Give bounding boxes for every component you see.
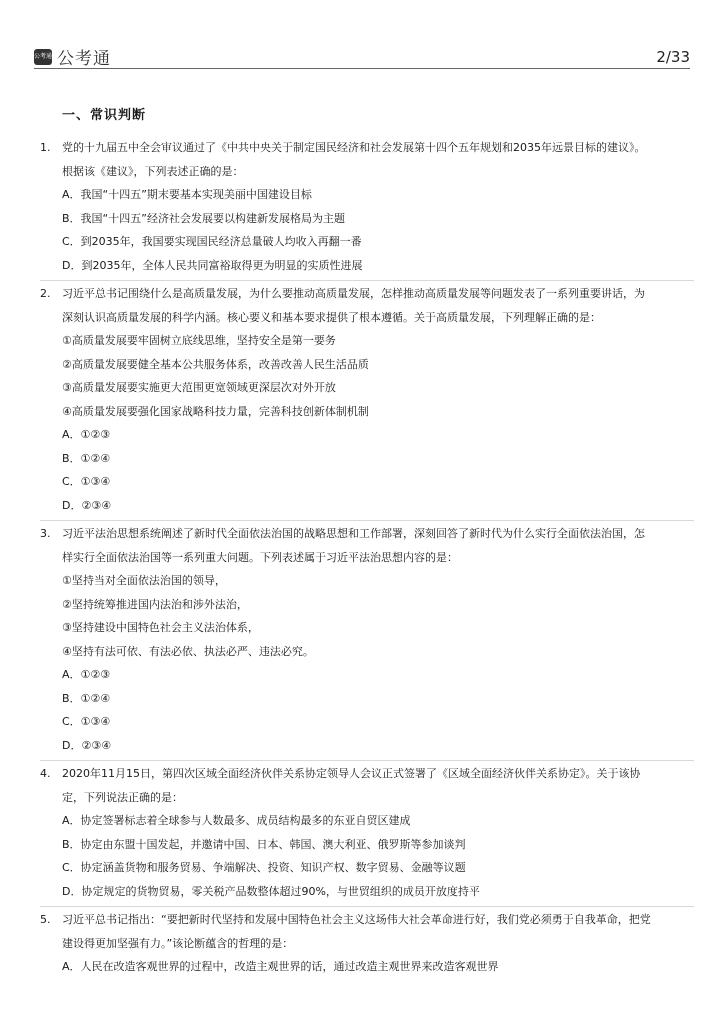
statement-item: ②坚持统筹推进国内法治和涉外法治， bbox=[62, 597, 248, 611]
section-title: 一、常识判断 bbox=[62, 108, 147, 123]
question-number: 3. bbox=[40, 527, 51, 540]
statement-item: ①高质量发展要牢固树立底线思维，坚持安全是第一要务 bbox=[62, 334, 336, 347]
question-text-line: 习近平法治思想系统阐述了新时代全面依法治国的战略思想和工作部署，深刻回答了新时代为什么实行全面依法治国，怎 bbox=[62, 527, 645, 540]
answer-option-b: B．①②④ bbox=[62, 691, 111, 705]
question-number: 4. bbox=[40, 767, 51, 780]
question-text-line: 2020年11月15日，第四次区域全面经济伙伴关系协定领导人会议正式签署了《区域全面经济伙伴关系协定》。关于该协 bbox=[62, 767, 641, 780]
statement-item: ③坚持建设中国特色社会主义法治体系， bbox=[62, 621, 259, 634]
answer-option-d: D．②③④ bbox=[62, 498, 112, 512]
answer-option-c: C．协定涵盖货物和服务贸易、争端解决、投资、知识产权、数字贸易、金融等议题 bbox=[62, 861, 466, 874]
question-5 bbox=[40, 908, 694, 979]
answer-option-c: C．①③④ bbox=[62, 475, 111, 488]
answer-option-b: B．协定由东盟十国发起，并邀请中国、日本、韩国、澳大利亚、俄罗斯等参加谈判 bbox=[62, 837, 466, 851]
question-divider bbox=[40, 280, 694, 281]
answer-option-b: B．①②④ bbox=[62, 451, 111, 465]
answer-option-a: A．协定签署标志着全球参与人数最多、成员结构最多的东亚自贸区建成 bbox=[62, 814, 411, 827]
page-header bbox=[34, 44, 690, 68]
answer-option-d: D．协定规定的货物贸易，零关税产品数整体超过90%，与世贸组织的成员开放度持平 bbox=[62, 884, 480, 898]
statement-item: ②高质量发展要健全基本公共服务体系，改善改善人民生活品质 bbox=[62, 357, 369, 371]
answer-option-a: A．①②③ bbox=[62, 428, 111, 441]
answer-option-b: B．我国“十四五”经济社会发展要以构建新发展格局为主题 bbox=[62, 211, 345, 225]
question-text-line: 根据该《建议》，下列表述正确的是： bbox=[62, 164, 244, 178]
brand-name: 公考通 bbox=[57, 49, 111, 69]
statement-item: ①坚持当对全面依法治国的领导， bbox=[62, 574, 226, 587]
question-text-line: 样实行全面依法治国等一系列重大问题。下列表述属于习近平法治思想内容的是： bbox=[62, 550, 458, 564]
question-text-line: 党的十九届五中全会审议通过了《中共中央关于制定国民经济和社会发展第十四个五年规划和2035年远景目标的建议》。 bbox=[62, 141, 646, 154]
answer-option-a: A．①②③ bbox=[62, 668, 111, 681]
question-text-line: 深刻认识高质量发展的科学内涵。核心要义和基本要求提供了根本遵循。关于高质量发展，下列理解正确的是： bbox=[62, 310, 601, 324]
question-divider bbox=[40, 760, 694, 761]
logo-badge-icon: 公考通 bbox=[34, 49, 52, 65]
answer-option-c: C．①③④ bbox=[62, 715, 111, 728]
brand-logo bbox=[34, 44, 111, 69]
question-3 bbox=[40, 522, 694, 757]
question-list bbox=[40, 136, 694, 979]
question-text-line: 习近平总书记指出：“要把新时代坚持和发展中国特色社会主义这场伟大社会革命进行好，我们党必须勇于自我革命，把党 bbox=[62, 913, 651, 926]
question-number: 2. bbox=[40, 287, 51, 300]
question-2 bbox=[40, 282, 694, 517]
question-number: 1. bbox=[40, 141, 51, 154]
question-divider bbox=[40, 906, 694, 907]
answer-option-c: C．到2035年，我国要实现国民经济总量破人均收入再翻一番 bbox=[62, 235, 362, 248]
question-4 bbox=[40, 762, 694, 903]
question-text-line: 习近平总书记围绕什么是高质量发展，为什么要推动高质量发展，怎样推动高质量发展等问题发表了一系列重要讲话，为 bbox=[62, 287, 645, 300]
header-divider bbox=[34, 68, 690, 69]
question-number: 5. bbox=[40, 913, 51, 926]
answer-option-d: D．到2035年，全体人民共同富裕取得更为明显的实质性进展 bbox=[62, 258, 363, 272]
answer-option-a: A．我国“十四五”期末要基本实现美丽中国建设目标 bbox=[62, 188, 312, 201]
answer-option-d: D．②③④ bbox=[62, 738, 112, 752]
question-1 bbox=[40, 136, 694, 277]
question-text-line: 建设得更加坚强有力。”该论断蕴含的哲理的是： bbox=[62, 936, 294, 950]
answer-option-a: A．人民在改造客观世界的过程中，改造主观世界的话，通过改造主观世界来改造客观世界 bbox=[62, 960, 499, 973]
statement-item: ④高质量发展要强化国家战略科技力量，完善科技创新体制机制 bbox=[62, 404, 369, 418]
question-text-line: 定，下列说法正确的是： bbox=[62, 790, 183, 804]
question-divider bbox=[40, 520, 694, 521]
page-number: 2/33 bbox=[656, 48, 690, 66]
statement-item: ④坚持有法可依、有法必依、执法必严、违法必究。 bbox=[62, 644, 314, 658]
statement-item: ③高质量发展要实施更大范围更宽领域更深层次对外开放 bbox=[62, 381, 336, 394]
